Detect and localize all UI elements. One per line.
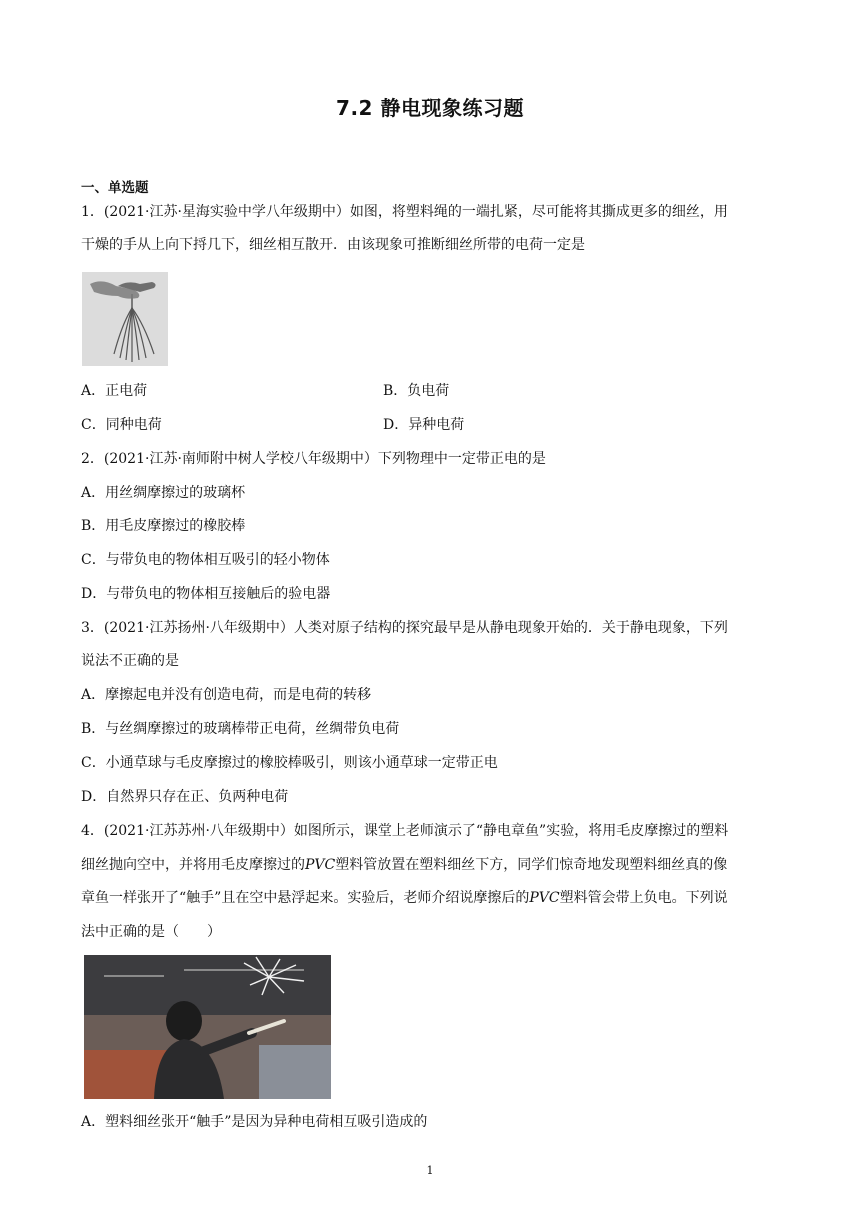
q1-stem-line2: 干燥的手从上向下捋几下，细丝相互散开．由该现象可推断细丝所带的电荷一定是 <box>81 237 585 253</box>
section-heading: 一、单选题 <box>81 180 149 196</box>
page-title: 7.2 静电现象练习题 <box>336 96 524 120</box>
q1-option-a: A．正电荷 <box>81 383 148 399</box>
q4-stem-line3: 章鱼一样张开了“触手”且在空中悬浮起来。实验后，老师介绍说摩擦后的PVC塑料管会带上负电。下列说 <box>81 890 728 906</box>
q3-option-a: A．摩擦起电并没有创造电荷，而是电荷的转移 <box>81 687 372 703</box>
q1-figure-hand-strings <box>82 272 168 366</box>
q3-option-c: C．小通草球与毛皮摩擦过的橡胶棒吸引，则该小通草球一定带正电 <box>81 755 498 771</box>
q3-option-b: B．与丝绸摩擦过的玻璃棒带正电荷，丝绸带负电荷 <box>81 721 400 737</box>
q1-option-b: B．负电荷 <box>383 383 450 399</box>
q4-stem-line1: 4．(2021·江苏苏州·八年级期中）如图所示，课堂上老师演示了“静电章鱼”实验，将用毛皮摩擦过的塑料 <box>81 823 729 839</box>
q3-stem-line1: 3．(2021·江苏扬州·八年级期中）人类对原子结构的探究最早是从静电现象开始的．关于静电现象，下列 <box>81 620 728 636</box>
q4-figure-static-octopus-photo <box>84 955 331 1099</box>
q3-stem-line2: 说法不正确的是 <box>81 653 179 669</box>
q3-option-d: D．自然界只存在正、负两种电荷 <box>81 789 289 805</box>
q4-stem-line4: 法中正确的是（ ） <box>81 924 221 940</box>
q4-stem-line2: 细丝抛向空中，并将用毛皮摩擦过的PVC塑料管放置在塑料细丝下方，同学们惊奇地发现塑料细丝真的像 <box>81 857 728 873</box>
q2-option-d: D．与带负电的物体相互接触后的验电器 <box>81 586 331 602</box>
q2-option-c: C．与带负电的物体相互吸引的轻小物体 <box>81 552 330 568</box>
page-number: 1 <box>426 1164 434 1177</box>
q2-option-b: B．用毛皮摩擦过的橡胶棒 <box>81 518 246 534</box>
q4-option-a: A．塑料细丝张开“触手”是因为异种电荷相互吸引造成的 <box>81 1114 428 1130</box>
q1-option-d: D．异种电荷 <box>383 417 465 433</box>
q1-option-c: C．同种电荷 <box>81 417 162 433</box>
q2-stem: 2．(2021·江苏·南师附中树人学校八年级期中）下列物理中一定带正电的是 <box>81 451 546 467</box>
q2-option-a: A．用丝绸摩擦过的玻璃杯 <box>81 485 246 501</box>
q1-stem-line1: 1．(2021·江苏·星海实验中学八年级期中）如图，将塑料绳的一端扎紧，尽可能将其撕成更多的细丝，用 <box>81 204 728 220</box>
